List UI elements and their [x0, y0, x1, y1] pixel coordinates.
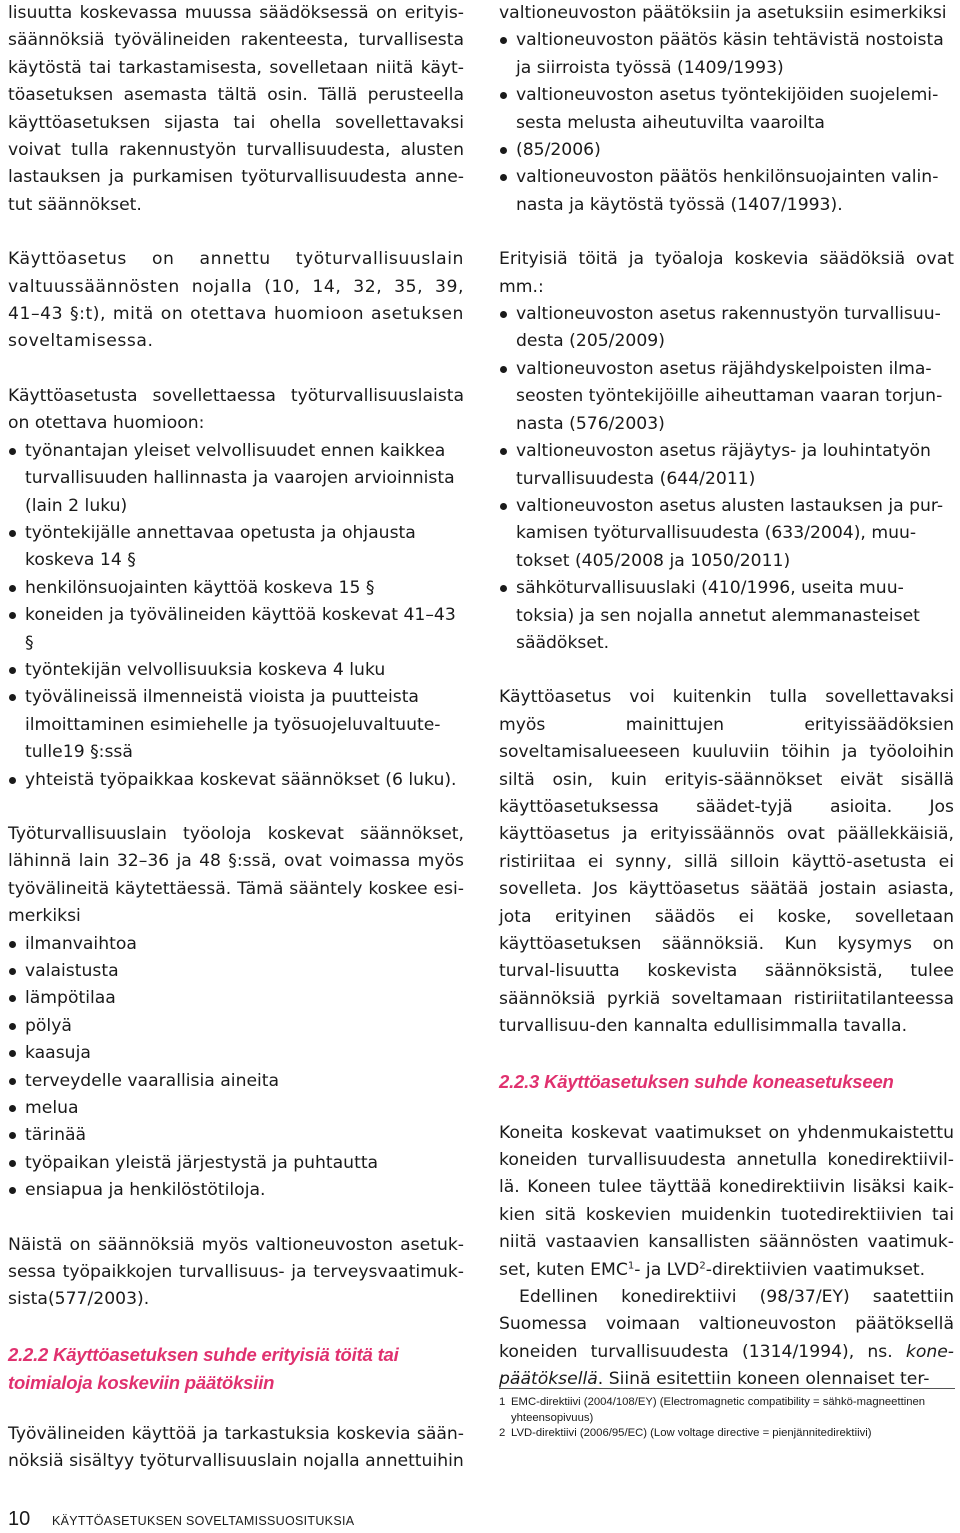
- list-item: terveydelle vaarallisia aineita: [8, 1068, 464, 1095]
- bullet-list: [8, 438, 464, 794]
- left-column: [8, 0, 464, 1503]
- section-heading: 2.2.3 Käyttöasetuksen suhde koneasetukseen: [499, 1070, 894, 1092]
- paragraph: [499, 1284, 954, 1394]
- text-run: Edellinen konedirektiivi (98/37/EY) saatettiin Suomessa voimaan valtioneuvoston päätöksellä koneiden turvallisuudesta (1314/1994), ns.: [499, 1287, 954, 1362]
- page-footer: [8, 1508, 354, 1531]
- list-item: sähköturvallisuuslaki (410/1996, useita muu-toksia) ja sen nojalla annetut alemmanasteiset säädökset.: [499, 575, 954, 657]
- footnote: [499, 1395, 955, 1426]
- bullet-list: [499, 27, 954, 219]
- paragraph: valtioneuvoston päätöksiin ja asetuksiin esimerkiksi: [499, 3, 947, 23]
- text-run: - ja LVD: [634, 1259, 700, 1280]
- paragraph: Työvälineiden käyttöä ja tarkastuksia koskevia sään-nöksiä sisältyy työturvallisuuslain nojalla annettuihin: [8, 1423, 464, 1472]
- text-run: -direktiivien vaatimukset.: [705, 1259, 926, 1280]
- list-item: työnantajan yleiset velvollisuudet ennen kaikkea turvallisuuden hallinnasta ja vaarojen arvioinnista (lain 2 luku): [8, 438, 464, 520]
- text-run: Koneita koskevat vaatimukset on yhdenmukaistettu koneiden turvallisuudesta annetulla konedirektiivil-lä. Koneen tulee täyttää konedirektiivin lisäksi kaik-kien sitä koskevien muidenkin tuotedirektiivien tai niitä vastaavien kansallisten säännösten vaatimuk-set, kuten EMC: [499, 1122, 954, 1280]
- paragraph: [499, 1120, 954, 1284]
- bullet-list: [499, 301, 954, 657]
- list-item: pölyä: [8, 1013, 464, 1040]
- list-item: valtioneuvoston asetus työntekijöiden suojelemi-sesta melusta aiheutuvilta vaaroilta: [499, 82, 954, 137]
- paragraph: Työturvallisuuslain työoloja koskevat säännökset, lähinnä lain 32–36 ja 48 §:ssä, ovat voimassa myös työvälineitä käytettäessä. Tämä sääntely koskee esi-merkiksi: [8, 823, 464, 927]
- footnote-ref: 2: [699, 1259, 706, 1271]
- list-item: valtioneuvoston päätös käsin tehtävistä nostoista ja siirroista työssä (1409/1993): [499, 27, 954, 82]
- list-item: lämpötilaa: [8, 985, 464, 1012]
- list-item: ilmanvaihtoa: [8, 931, 464, 958]
- paragraph: Käyttöasetusta sovellettaessa työturvallisuuslaista on otettava huomioon:: [8, 385, 464, 434]
- footnotes: [499, 1388, 955, 1442]
- paragraph: lisuutta koskevassa muussa säädöksessä on erityis-säännöksiä työvälineiden rakenteesta, turvallisesta käytöstä tai tarkastamisesta, sovelletaan niitä käyt-töasetuksen asemasta tältä osin. Tällä perusteella käyttöasetuksen sijasta tai ohella sovellettavaksi voivat tulla rakennustyön turvallisuudesta, alusten lastauksen ja purkamisen työturvallisuudesta anne-tut säännökset.: [8, 3, 464, 215]
- list-item: koneiden ja työvälineiden käyttöä koskevat 41–43 §: [8, 602, 464, 657]
- list-item: valaistusta: [8, 958, 464, 985]
- footnote-text: EMC-direktiivi (2004/108/EY) (Electromagnetic compatibility = sähkö-magneettinen yhteensopivuus): [511, 1396, 926, 1424]
- list-item: melua: [8, 1095, 464, 1122]
- list-item: työntekijälle annettavaa opetusta ja ohjausta koskeva 14 §: [8, 520, 464, 575]
- footnote: [499, 1426, 955, 1442]
- paragraph: Erityisiä töitä ja työaloja koskevia säädöksiä ovat mm.:: [499, 249, 954, 297]
- bullet-list: [8, 931, 464, 1205]
- list-item: valtioneuvoston asetus räjähdyskelpoisten ilma-seosten työntekijöille aiheuttaman vaaran torjun-nasta (576/2003): [499, 356, 954, 438]
- list-item: yhteistä työpaikkaa koskevat säännökset (6 luku).: [8, 767, 464, 794]
- list-item: työpaikan yleistä järjestystä ja puhtautta: [8, 1150, 464, 1177]
- list-item: (85/2006): [499, 137, 954, 164]
- list-item: valtioneuvoston asetus rakennustyön turvallisuu-desta (205/2009): [499, 301, 954, 356]
- paragraph: Käyttöasetus voi kuitenkin tulla sovellettavaksi myös mainittujen erityissäädöksien soveltamisalueeseen kuuluviin töihin ja työoloihin siltä osin, kuin erityis-säännökset eivät sisällä käyttöasetuksessa säädet-tyjä asioita. Jos käyttöasetus ja erityissäännös ovat päällekkäisiä, ristiriitaa ei synny, sillä silloin käyttö-asetusta ei sovelleta. Jos käyttöasetus säätää jostain asiasta, jota erityinen säädös ei koske, sovelletaan käyttöasetuksen säännöksiä. Kun kysymys on turval-lisuutta koskevista säännöksistä, tulee säännöksiä pyrkiä soveltamaan ristiriitatilanteessa turvallisuu-den kannalta edullisimmalla tavalla.: [499, 687, 954, 1037]
- list-item: työntekijän velvollisuuksia koskeva 4 luku: [8, 657, 464, 684]
- list-item: henkilönsuojainten käyttöä koskeva 15 §: [8, 575, 464, 602]
- footnote-text: LVD-direktiivi (2006/95/EC) (Low voltage directive = pienjännitedirektiivi): [511, 1427, 872, 1439]
- section-heading: 2.2.2 Käyttöasetuksen suhde erityisiä töitä tai toimialoja koskeviin päätöksiin: [8, 1343, 399, 1393]
- running-title: KÄYTTÖASETUKSEN SOVELTAMISSUOSITUKSIA: [52, 1514, 355, 1528]
- footnote-ref: 1: [627, 1259, 635, 1271]
- list-item: valtioneuvoston päätös henkilönsuojainten valin-nasta ja käytöstä työssä (1407/1993).: [499, 164, 954, 219]
- list-item: ensiapua ja henkilöstötiloja.: [8, 1177, 464, 1204]
- page-number: 10: [8, 1508, 31, 1530]
- right-column: [499, 0, 954, 1421]
- text-run-italic: kone-päätöksellä: [499, 1341, 954, 1390]
- list-item: kaasuja: [8, 1040, 464, 1067]
- list-item: valtioneuvoston asetus alusten lastauksen ja pur-kamisen työturvallisuudesta (633/2004), muu-tokset (405/2008 ja 1050/2011): [499, 493, 954, 575]
- paragraph: Näistä on säännöksiä myös valtioneuvoston asetuk-sessa työpaikkojen turvallisuus- ja terveysvaatimuk-sista(577/2003).: [8, 1234, 464, 1310]
- list-item: valtioneuvoston asetus räjäytys- ja louhintatyön turvallisuudesta (644/2011): [499, 438, 954, 493]
- footnote-number: 2: [499, 1427, 506, 1439]
- footnote-number: 1: [499, 1396, 506, 1408]
- text-run: . Siinä esitettiin koneen olennaiset ter-: [597, 1369, 930, 1390]
- list-item: tärinää: [8, 1122, 464, 1149]
- list-item: työvälineissä ilmenneistä vioista ja puutteista ilmoittaminen esimiehelle ja työsuojeluvaltuute-tulle19 §:ssä: [8, 684, 464, 766]
- paragraph: Käyttöasetus on annettu työturvallisuuslain valtuussäännösten nojalla (10, 14, 32, 35, 39, 41–43 §:t), mitä on otettava huomioon asetuksen soveltamisessa.: [8, 249, 464, 352]
